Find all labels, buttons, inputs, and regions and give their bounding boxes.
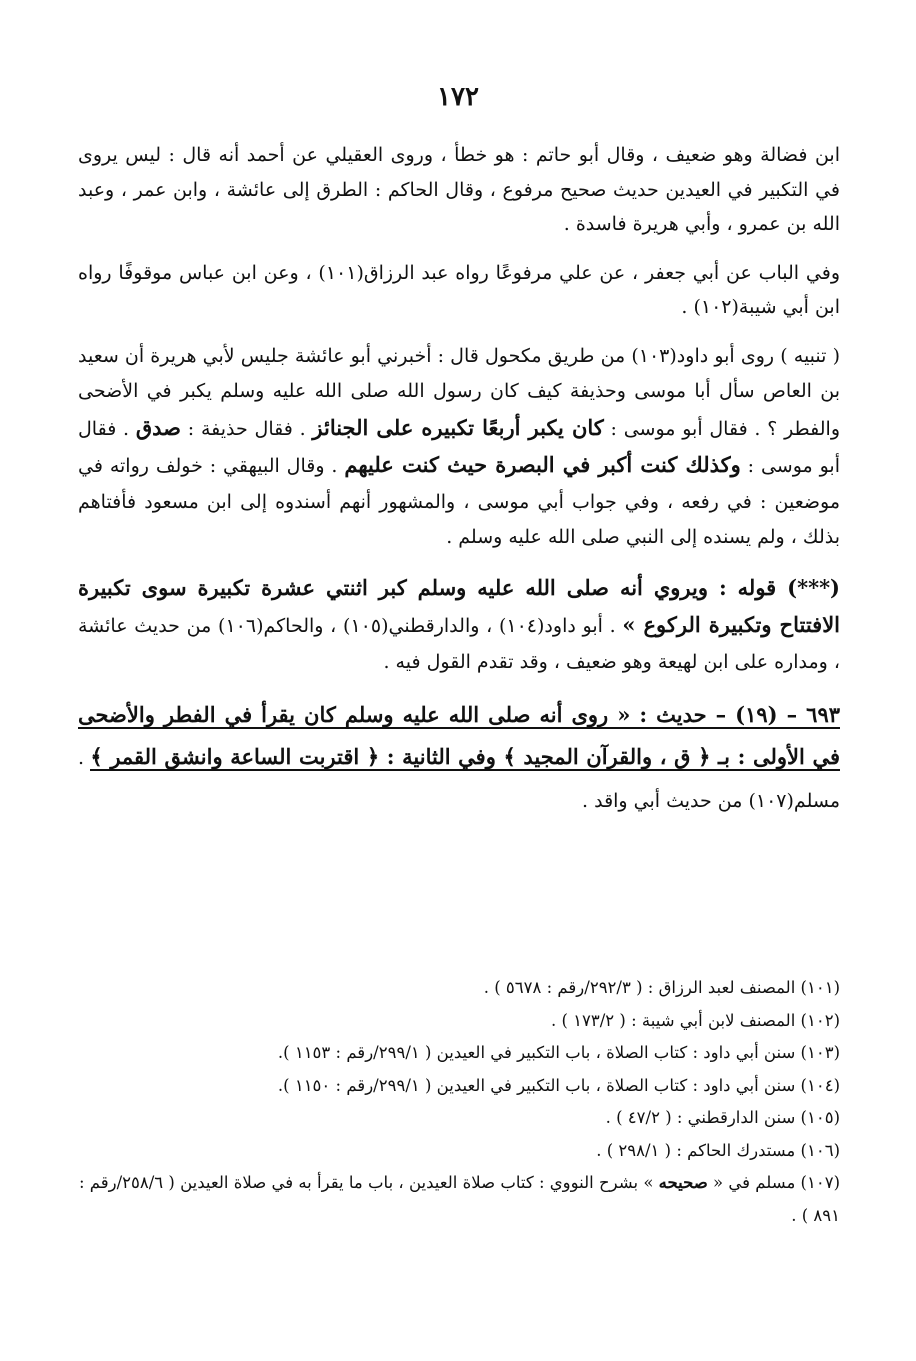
footnote-text: (١٠٧) مسلم في « [707, 1173, 840, 1192]
paragraph-tanbih [78, 339, 840, 556]
footnote-105: (١٠٥) سنن الدارقطني : ( ٤٧/٢ ) . [605, 1108, 840, 1127]
footnote-book-title: صحيحه [658, 1173, 708, 1192]
footnote-text: » بشرح النووي : كتاب صلاة العيدين ، باب ما يقرأ به في صلاة العيدين ( ٢٥٨/٦/رقم : ٨٩١ ) . [78, 1173, 840, 1225]
footnote-102: (١٠٢) المصنف لابن أبي شيبة : ( ١٧٣/٢ ) . [550, 1010, 840, 1030]
footnote-103: (١٠٣) سنن أبي داود : كتاب الصلاة ، باب التكبير في العيدين ( ٢٩٩/١/رقم : ١١٥٣ ). [277, 1043, 840, 1062]
quote-abu-musa: كان يكبر أربعًا تكبيره على الجنائز [312, 414, 604, 440]
footnote-107 [78, 1167, 840, 1232]
paragraph-weak-narrations [78, 138, 840, 242]
footnote-104: (١٠٤) سنن أبي داود : كتاب الصلاة ، باب التكبير في العيدين ( ٢٩٩/١/رقم : ١١٥٠ ). [277, 1075, 840, 1095]
paragraph-text: . فقال حذيفة : [181, 417, 313, 440]
paragraph-text: . فقال أبو موسى : [78, 417, 840, 477]
page-number: ١٧٢ [437, 82, 479, 112]
quote-hudhayfa: صدق [135, 414, 182, 440]
paragraph-text: . أبو داود(١٠٤) ، والدارقطني(١٠٥) ، والحاكم(١٠٦) من حديث عائشة ، ومداره على ابن لهيعة وهو ضعيف ، وقد تقدم القول فيه . [78, 614, 840, 673]
paragraph-text: ( تنبيه ) روى أبو داود(١٠٣) من طريق مكحول قال : أخبرني أبو عائشة جليس لأبي هريرة أن سعيد بن العاص سأل أبا موسى وحذيفة كيف كان رسول الله صلى الله عليه وسلم يكبر في الأضحى والفطر ؟ . فقال أبو موسى : [78, 344, 840, 440]
hadith-heading: ٦٩٣ – (١٩) – حديث : « روى أنه صلى الله عليه وسلم كان يقرأ في الفطر والأضحى في الأولى : بـ ﴿ ق ، والقرآن المجيد ﴾ وفي الثانية : ﴿ اقتربت الساعة وانشق القمر ﴾ [78, 701, 841, 769]
quote-abu-musa-basra: وكذلك كنت أكبر في البصرة حيث كنت عليهم [344, 452, 741, 477]
footnote-101: (١٠١) المصنف لعبد الرزاق : ( ٢٩٢/٣/رقم : ٥٦٧٨ ) . [483, 978, 840, 997]
paragraph-in-the-chapter [78, 256, 840, 325]
paragraph-text: وفي الباب عن أبي جعفر ، عن علي مرفوعًا رواه عبد الرزاق(١٠١) ، وعن ابن عباس موقوفًا رواه ابن أبي شيبة(١٠٢) . [78, 261, 840, 318]
footnotes [78, 972, 840, 1232]
paragraph-twelve-takbirs [78, 570, 840, 680]
hadith-693 [78, 694, 840, 822]
footnote-106: (١٠٦) مستدرك الحاكم : ( ٢٩٨/١ ) . [596, 1140, 840, 1160]
matn-quote: (***) قوله : ويروي أنه صلى الله عليه وسلم كبر اثنتي عشرة تكبيرة سوى تكبيرة الافتتاح وتكبيرة الركوع » [78, 574, 841, 637]
paragraph-text: . مسلم(١٠٧) من حديث أبي واقد . [78, 746, 840, 812]
paragraph-text: . وقال البيهقي : خولف رواته في موضعين : في رفعه ، وفي جواب أبي موسى ، والمشهور أنهم أسندوه إلى ابن مسعود فأفتاهم بذلك ، ولم يسنده إلى النبي صلى الله عليه وسلم . [78, 455, 840, 548]
paragraph-text: ابن فضالة وهو ضعيف ، وقال أبو حاتم : هو خطأ ، وروى العقيلي عن أحمد أنه قال : ليس يروى في التكبير في العيدين حديث صحيح مرفوع ، وقال الحاكم : الطرق إلى عائشة ، وابن عمر ، وعبد الله بن عمرو ، وأبي هريرة فاسدة . [78, 144, 840, 235]
main-text [78, 138, 840, 836]
